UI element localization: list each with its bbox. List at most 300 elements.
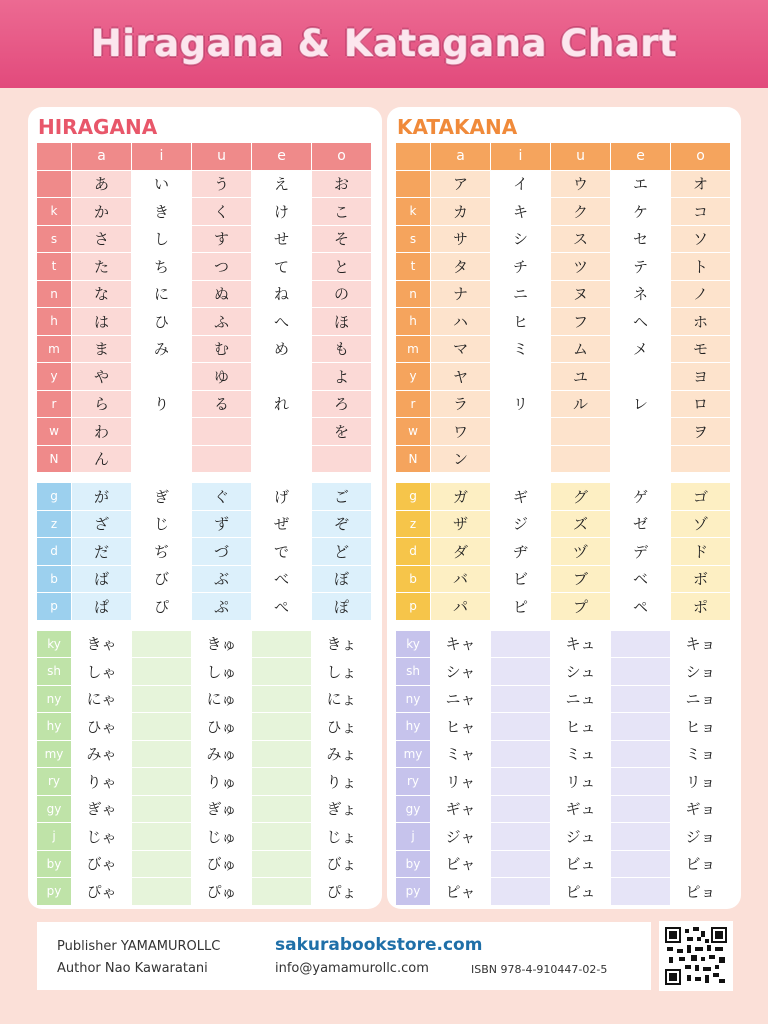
kana-cell: プ: [551, 593, 611, 621]
kana-cell: ひゃ: [72, 713, 132, 741]
kana-cell: ぴゅ: [192, 878, 252, 906]
kana-cell: りゅ: [192, 768, 252, 796]
row-label: N: [396, 446, 431, 474]
kana-cell: ず: [192, 511, 252, 539]
kana-cell: ケ: [611, 198, 671, 226]
kana-cell: そ: [312, 226, 372, 254]
kana-cell: さ: [72, 226, 132, 254]
kana-cell: [252, 658, 312, 686]
kana-cell: ザ: [431, 511, 491, 539]
kana-cell: せ: [252, 226, 312, 254]
kana-cell: シ: [491, 226, 551, 254]
kana-cell: ぎゅ: [192, 796, 252, 824]
kana-cell: りょ: [312, 768, 372, 796]
kana-cell: レ: [611, 391, 671, 419]
kana-cell: ぴゃ: [72, 878, 132, 906]
basic-row: [396, 446, 732, 474]
website-link[interactable]: sakurabookstore.com: [275, 935, 483, 955]
kana-cell: づ: [192, 538, 252, 566]
voiced-row: [396, 593, 732, 621]
basic-row: [37, 226, 373, 254]
vowel-header: o: [671, 143, 731, 171]
kana-cell: [611, 823, 671, 851]
kana-cell: お: [312, 171, 372, 199]
kana-cell: な: [72, 281, 132, 309]
kana-cell: ひょ: [312, 713, 372, 741]
vowel-header-row: [396, 143, 732, 171]
voiced-row: [396, 483, 732, 511]
basic-row: [37, 198, 373, 226]
kana-cell: ミャ: [431, 741, 491, 769]
row-label: N: [37, 446, 72, 474]
kana-cell: [192, 418, 252, 446]
kana-cell: セ: [611, 226, 671, 254]
row-label: h: [37, 308, 72, 336]
kana-cell: カ: [431, 198, 491, 226]
kana-cell: び: [132, 566, 192, 594]
combo-row: [396, 796, 732, 824]
voiced-row: [37, 593, 373, 621]
kana-cell: で: [252, 538, 312, 566]
combo-row: [37, 686, 373, 714]
row-label: k: [396, 198, 431, 226]
kana-cell: を: [312, 418, 372, 446]
kana-cell: [132, 658, 192, 686]
kana-cell: ぺ: [252, 593, 312, 621]
kana-cell: コ: [671, 198, 731, 226]
kana-cell: じょ: [312, 823, 372, 851]
kana-cell: ヒ: [491, 308, 551, 336]
row-label: [396, 171, 431, 199]
kana-cell: チ: [491, 253, 551, 281]
kana-cell: ま: [72, 336, 132, 364]
row-label: z: [396, 511, 431, 539]
voiced-row: [396, 538, 732, 566]
kana-cell: ニョ: [671, 686, 731, 714]
kana-cell: [132, 418, 192, 446]
kana-cell: ホ: [671, 308, 731, 336]
voiced-row: [37, 538, 373, 566]
kana-cell: しょ: [312, 658, 372, 686]
kana-cell: よ: [312, 363, 372, 391]
corner-cell: [396, 143, 431, 171]
kana-cell: げ: [252, 483, 312, 511]
combo-row: [396, 631, 732, 659]
kana-cell: ギャ: [431, 796, 491, 824]
kana-cell: びょ: [312, 851, 372, 879]
corner-cell: [37, 143, 72, 171]
kana-cell: こ: [312, 198, 372, 226]
kana-cell: りゃ: [72, 768, 132, 796]
kana-cell: [252, 418, 312, 446]
kana-cell: じゅ: [192, 823, 252, 851]
kana-cell: [252, 851, 312, 879]
kana-cell: ビ: [491, 566, 551, 594]
kana-cell: み: [132, 336, 192, 364]
kana-cell: タ: [431, 253, 491, 281]
kana-cell: ぷ: [192, 593, 252, 621]
kana-cell: [132, 631, 192, 659]
basic-row: [396, 308, 732, 336]
kana-cell: ろ: [312, 391, 372, 419]
kana-cell: ぎゃ: [72, 796, 132, 824]
kana-cell: ポ: [671, 593, 731, 621]
kana-cell: ヒュ: [551, 713, 611, 741]
kana-cell: ド: [671, 538, 731, 566]
combo-row: [37, 823, 373, 851]
kana-cell: へ: [252, 308, 312, 336]
kana-cell: も: [312, 336, 372, 364]
kana-cell: [132, 446, 192, 474]
kana-cell: ウ: [551, 171, 611, 199]
kana-cell: ひゅ: [192, 713, 252, 741]
kana-cell: [491, 878, 551, 906]
kana-cell: ヨ: [671, 363, 731, 391]
row-label: by: [37, 851, 72, 879]
kana-cell: ア: [431, 171, 491, 199]
kana-cell: [491, 658, 551, 686]
kana-cell: きゅ: [192, 631, 252, 659]
kana-cell: ヌ: [551, 281, 611, 309]
kana-cell: グ: [551, 483, 611, 511]
kana-cell: ボ: [671, 566, 731, 594]
kana-cell: が: [72, 483, 132, 511]
row-label: d: [37, 538, 72, 566]
row-label: my: [396, 741, 431, 769]
basic-row: [37, 253, 373, 281]
kana-cell: ヂ: [491, 538, 551, 566]
kana-cell: わ: [72, 418, 132, 446]
kana-cell: [132, 768, 192, 796]
row-label: t: [37, 253, 72, 281]
row-label: h: [396, 308, 431, 336]
kana-cell: [611, 713, 671, 741]
kana-cell: [132, 878, 192, 906]
hiragana-table: [37, 143, 373, 906]
kana-cell: ぎょ: [312, 796, 372, 824]
kana-cell: テ: [611, 253, 671, 281]
row-label: b: [396, 566, 431, 594]
vowel-header: e: [611, 143, 671, 171]
kana-cell: [312, 446, 372, 474]
kana-cell: ぴ: [132, 593, 192, 621]
combo-row: [37, 713, 373, 741]
vowel-header: u: [192, 143, 252, 171]
kana-cell: か: [72, 198, 132, 226]
kana-cell: マ: [431, 336, 491, 364]
kana-cell: [252, 768, 312, 796]
row-label: s: [37, 226, 72, 254]
kana-cell: ヘ: [611, 308, 671, 336]
kana-cell: ミ: [491, 336, 551, 364]
section-gap: [396, 473, 732, 483]
kana-cell: ぬ: [192, 281, 252, 309]
row-label: gy: [396, 796, 431, 824]
kana-cell: つ: [192, 253, 252, 281]
kana-cell: は: [72, 308, 132, 336]
kana-cell: [491, 631, 551, 659]
kana-cell: ぼ: [312, 566, 372, 594]
kana-cell: [132, 363, 192, 391]
kana-cell: [252, 363, 312, 391]
kana-cell: ど: [312, 538, 372, 566]
voiced-row: [396, 511, 732, 539]
footer: [37, 922, 651, 990]
kana-cell: ぱ: [72, 593, 132, 621]
kana-cell: た: [72, 253, 132, 281]
kana-cell: じゃ: [72, 823, 132, 851]
kana-cell: ぞ: [312, 511, 372, 539]
kana-cell: [611, 363, 671, 391]
row-label: b: [37, 566, 72, 594]
basic-row: [37, 336, 373, 364]
kana-cell: リュ: [551, 768, 611, 796]
voiced-row: [37, 483, 373, 511]
kana-cell: [252, 446, 312, 474]
kana-cell: ム: [551, 336, 611, 364]
basic-row: [37, 446, 373, 474]
kana-cell: [132, 796, 192, 824]
kana-cell: [611, 686, 671, 714]
basic-row: [396, 363, 732, 391]
kana-cell: ネ: [611, 281, 671, 309]
kana-cell: [252, 713, 312, 741]
kana-cell: ハ: [431, 308, 491, 336]
kana-cell: ゾ: [671, 511, 731, 539]
kana-cell: ら: [72, 391, 132, 419]
kana-cell: しゃ: [72, 658, 132, 686]
row-label: hy: [396, 713, 431, 741]
row-label: w: [396, 418, 431, 446]
kana-cell: オ: [671, 171, 731, 199]
email-link[interactable]: info@yamamurollc.com: [275, 961, 429, 976]
basic-row: [37, 281, 373, 309]
kana-cell: [491, 823, 551, 851]
row-label: z: [37, 511, 72, 539]
kana-cell: [192, 446, 252, 474]
kana-cell: ス: [551, 226, 611, 254]
kana-cell: [252, 741, 312, 769]
row-label: d: [396, 538, 431, 566]
row-label: g: [396, 483, 431, 511]
kana-cell: ビュ: [551, 851, 611, 879]
row-label: sh: [396, 658, 431, 686]
kana-cell: れ: [252, 391, 312, 419]
kana-cell: メ: [611, 336, 671, 364]
row-label: py: [37, 878, 72, 906]
kana-cell: ベ: [611, 566, 671, 594]
kana-cell: みょ: [312, 741, 372, 769]
voiced-row: [396, 566, 732, 594]
kana-cell: リャ: [431, 768, 491, 796]
combo-row: [37, 631, 373, 659]
kana-cell: ナ: [431, 281, 491, 309]
kana-cell: ニ: [491, 281, 551, 309]
row-label: ky: [396, 631, 431, 659]
kana-cell: きゃ: [72, 631, 132, 659]
page-title: Hiragana & Katagana Chart: [90, 22, 678, 65]
row-label: [37, 171, 72, 199]
row-label: j: [37, 823, 72, 851]
kana-cell: ユ: [551, 363, 611, 391]
author-text: Author Nao Kawaratani: [57, 961, 208, 976]
kana-cell: ピュ: [551, 878, 611, 906]
kana-cell: ゆ: [192, 363, 252, 391]
kana-cell: モ: [671, 336, 731, 364]
kana-cell: ブ: [551, 566, 611, 594]
kana-cell: にゃ: [72, 686, 132, 714]
row-label: r: [37, 391, 72, 419]
kana-cell: [551, 446, 611, 474]
basic-row: [396, 336, 732, 364]
kana-cell: しゅ: [192, 658, 252, 686]
kana-cell: と: [312, 253, 372, 281]
row-label: py: [396, 878, 431, 906]
voiced-row: [37, 566, 373, 594]
combo-row: [396, 658, 732, 686]
kana-cell: にょ: [312, 686, 372, 714]
kana-cell: ひ: [132, 308, 192, 336]
kana-cell: [491, 446, 551, 474]
kana-cell: ほ: [312, 308, 372, 336]
kana-cell: [252, 686, 312, 714]
kana-cell: エ: [611, 171, 671, 199]
kana-cell: ト: [671, 253, 731, 281]
basic-row: [37, 418, 373, 446]
kana-cell: ぐ: [192, 483, 252, 511]
row-label: ry: [396, 768, 431, 796]
kana-cell: ズ: [551, 511, 611, 539]
kana-cell: ね: [252, 281, 312, 309]
kana-cell: あ: [72, 171, 132, 199]
row-label: gy: [37, 796, 72, 824]
kana-cell: し: [132, 226, 192, 254]
basic-row: [37, 308, 373, 336]
row-label: g: [37, 483, 72, 511]
kana-cell: デ: [611, 538, 671, 566]
kana-cell: [252, 631, 312, 659]
kana-cell: に: [132, 281, 192, 309]
kana-cell: [611, 878, 671, 906]
basic-row: [396, 198, 732, 226]
kana-cell: [671, 446, 731, 474]
vowel-header: i: [491, 143, 551, 171]
row-label: t: [396, 253, 431, 281]
kana-cell: ラ: [431, 391, 491, 419]
kana-cell: ミュ: [551, 741, 611, 769]
kana-cell: る: [192, 391, 252, 419]
kana-cell: [132, 713, 192, 741]
row-label: m: [37, 336, 72, 364]
basic-row: [396, 418, 732, 446]
kana-cell: バ: [431, 566, 491, 594]
row-label: by: [396, 851, 431, 879]
kana-cell: [611, 631, 671, 659]
kana-cell: [491, 363, 551, 391]
kana-cell: [611, 796, 671, 824]
kana-cell: ダ: [431, 538, 491, 566]
kana-cell: [611, 851, 671, 879]
row-label: n: [396, 281, 431, 309]
kana-cell: ゼ: [611, 511, 671, 539]
section-gap: [37, 621, 373, 631]
kana-cell: ゲ: [611, 483, 671, 511]
section-gap: [37, 473, 373, 483]
kana-cell: ヤ: [431, 363, 491, 391]
combo-row: [37, 768, 373, 796]
kana-cell: ピャ: [431, 878, 491, 906]
combo-row: [37, 658, 373, 686]
kana-cell: [491, 741, 551, 769]
kana-cell: リ: [491, 391, 551, 419]
kana-cell: ジョ: [671, 823, 731, 851]
kana-cell: [491, 768, 551, 796]
kana-cell: [252, 823, 312, 851]
row-label: ky: [37, 631, 72, 659]
kana-cell: キ: [491, 198, 551, 226]
kana-cell: ふ: [192, 308, 252, 336]
basic-row: [396, 226, 732, 254]
kana-cell: ん: [72, 446, 132, 474]
kana-cell: ニュ: [551, 686, 611, 714]
kana-cell: の: [312, 281, 372, 309]
kana-cell: ギュ: [551, 796, 611, 824]
row-label: ny: [396, 686, 431, 714]
kana-cell: じ: [132, 511, 192, 539]
kana-cell: [132, 741, 192, 769]
basic-row: [396, 281, 732, 309]
kana-cell: き: [132, 198, 192, 226]
combo-row: [396, 768, 732, 796]
kana-cell: い: [132, 171, 192, 199]
basic-row: [37, 363, 373, 391]
kana-cell: [132, 686, 192, 714]
kana-cell: みゅ: [192, 741, 252, 769]
vowel-header: u: [551, 143, 611, 171]
kana-cell: ゴ: [671, 483, 731, 511]
kana-cell: ヅ: [551, 538, 611, 566]
kana-cell: ヒャ: [431, 713, 491, 741]
kana-cell: [611, 446, 671, 474]
kana-cell: [551, 418, 611, 446]
kana-cell: ミョ: [671, 741, 731, 769]
kana-cell: ワ: [431, 418, 491, 446]
row-label: ry: [37, 768, 72, 796]
combo-row: [37, 796, 373, 824]
kana-cell: サ: [431, 226, 491, 254]
kana-cell: ご: [312, 483, 372, 511]
kana-cell: す: [192, 226, 252, 254]
kana-cell: ヲ: [671, 418, 731, 446]
kana-cell: イ: [491, 171, 551, 199]
kana-cell: ヒョ: [671, 713, 731, 741]
isbn-text: ISBN 978-4-910447-02-5: [471, 963, 608, 976]
basic-row: [396, 391, 732, 419]
row-label: s: [396, 226, 431, 254]
kana-cell: [491, 851, 551, 879]
basic-row: [396, 253, 732, 281]
vowel-header: a: [431, 143, 491, 171]
kana-cell: ノ: [671, 281, 731, 309]
kana-cell: [132, 851, 192, 879]
kana-cell: む: [192, 336, 252, 364]
vowel-header: i: [132, 143, 192, 171]
row-label: ny: [37, 686, 72, 714]
combo-row: [396, 823, 732, 851]
kana-cell: べ: [252, 566, 312, 594]
vowel-header: a: [72, 143, 132, 171]
kana-cell: え: [252, 171, 312, 199]
